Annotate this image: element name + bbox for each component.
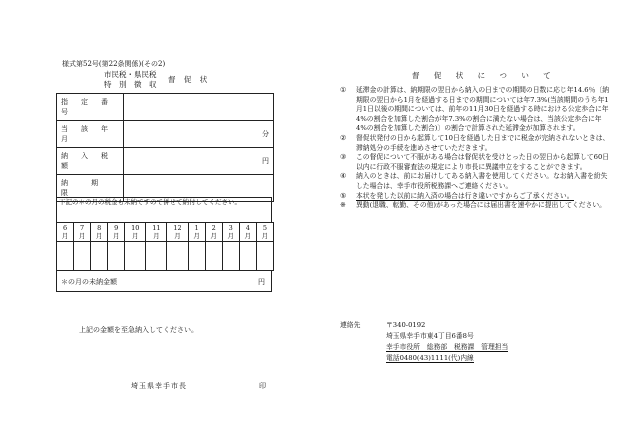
month-cell: 12 月	[167, 223, 188, 242]
unpaid-months-note: 下記の＊の月の税金も未納ですので併せて納付してください。	[56, 197, 272, 222]
note-item: ② 督促状発付の日から起算して10日を経過した日までに税金が完納されないときは、滞納処分の手続を進めさせていただきます。	[340, 133, 610, 152]
month-mark-cell	[91, 242, 108, 271]
payment-request: 上記の金額を至急納入してください。	[79, 326, 198, 334]
month-mark-cell	[74, 242, 91, 271]
tax-type-line1: 市民税・県民税	[104, 70, 157, 79]
month-cell: 3 月	[222, 223, 239, 242]
contact-phone: 電話0480(43)1111(代)内線	[386, 354, 474, 362]
unpaid-amount-label: ＊の月の未納金額	[61, 278, 117, 286]
month-cell: 10 月	[125, 223, 146, 242]
target-period-label: 当 該 年 月	[57, 121, 124, 148]
tax-amount-label: 納 入 税 額	[57, 148, 124, 175]
month-mark-cell	[239, 242, 256, 271]
designation-number-value	[124, 94, 274, 121]
seal-mark: 印	[259, 382, 266, 390]
note-item: ⑤ 本状を発した以前に納入済の場合は行き違いですからご了承ください。	[340, 191, 574, 200]
month-cell: 2 月	[205, 223, 222, 242]
explanation-title: 督 促 状 に つ い て	[412, 71, 557, 80]
month-cell: 4 月	[239, 223, 256, 242]
month-mark-cell	[57, 242, 74, 271]
designation-number-label: 指 定 番 号	[57, 94, 124, 121]
month-cell: 5 月	[256, 223, 273, 242]
month-mark-cell	[256, 242, 273, 271]
explanation-notes	[340, 86, 610, 211]
month-cell: 7 月	[74, 223, 91, 242]
table-row	[57, 242, 274, 271]
month-cell: 6 月	[57, 223, 74, 242]
contact-office: 幸手市役所 総務部 税務課 管理担当	[386, 343, 509, 351]
note-item: ① 延滞金の計算は、納期限の翌日から納入の日までの期間の日数に応じ年14.6％〔納期限の翌日から1月を経過する日までの期間については年7.3%(当該期間のうち年1月1日以後の期間については、前年の11月30日を経過する時における公定歩合に年4%の割合を加算した割合が年7.3%の割合に満たない場合は、当該公定歩合に年4%の割合を加算した割合)〕の割合で計算された延滞金が加算されます。	[340, 86, 610, 133]
table-row	[57, 148, 274, 175]
month-mark-cell	[167, 242, 188, 271]
table-row	[57, 223, 274, 242]
contact-label: 連絡先	[340, 321, 361, 329]
issuer-name: 埼玉県幸手市長	[131, 382, 187, 390]
month-mark-cell	[146, 242, 167, 271]
note-item: ※ 異動(退職、転勤、その他)があった場合には届出書を速やかに提出してください。	[340, 201, 606, 210]
note-item: ③ この督促について不服がある場合は督促状を受けとった日の翌日から起算して60日以内に行政不服審査法の規定により市長に異議申立をすることができます。	[340, 153, 610, 171]
note-item: ④ 納入のときは、前にお届けしてある納入書を使用してください。なお納入書を紛失した場合は、幸手市役所税務課へご連絡ください。	[340, 172, 608, 190]
contact-info	[340, 320, 508, 364]
months-table	[56, 222, 274, 271]
form-number: 様式第52号(第22条関係)(その2)	[62, 60, 166, 68]
month-cell: 8 月	[91, 223, 108, 242]
unpaid-amount-unit: 円	[258, 278, 265, 286]
tax-type-line2: 特 別 徴 収	[104, 80, 157, 89]
month-mark-cell	[222, 242, 239, 271]
document-title: 督 促 状	[168, 75, 211, 84]
unpaid-amount-row	[56, 270, 272, 292]
month-cell: 9 月	[108, 223, 125, 242]
month-mark-cell	[108, 242, 125, 271]
table-row	[57, 121, 274, 148]
month-cell: 1 月	[188, 223, 205, 242]
due-date-label: 納 期 限	[57, 175, 124, 202]
tax-type-title	[104, 70, 157, 90]
month-mark-cell	[188, 242, 205, 271]
target-period-value: 分	[124, 121, 274, 148]
table-row	[57, 94, 274, 121]
month-mark-cell	[205, 242, 222, 271]
tax-amount-value: 円	[124, 148, 274, 175]
contact-address: 埼玉県幸手市東4丁目6番8号	[386, 332, 474, 340]
tax-info-table	[56, 93, 274, 202]
month-mark-cell	[125, 242, 146, 271]
month-cell: 11 月	[146, 223, 167, 242]
postal-code: 〒340-0192	[386, 321, 426, 329]
